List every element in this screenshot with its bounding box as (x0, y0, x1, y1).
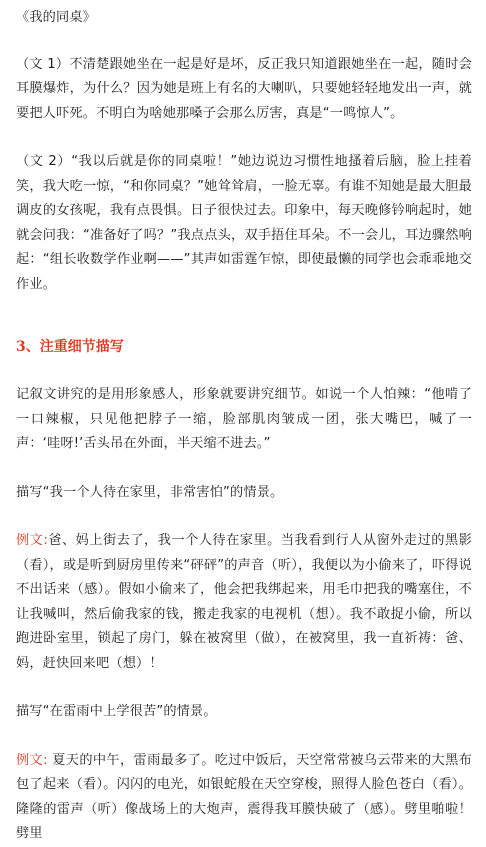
section-heading: 3、注重细节描写 (16, 339, 124, 355)
paragraph-text-1: （文 1）不清楚跟她坐在一起是好是坏，反正我只知道跟她坐在一起，随时会耳膜爆炸，为什么？因为她是班上有名的大喇叭，只要她轻轻地发出一声，就要把人吓死。不明白为啥她那嗓子会那么厉害，真是“一鸣惊人”。 (16, 56, 472, 121)
example-label: 例文: (16, 752, 48, 768)
spacer (16, 505, 472, 529)
spacer (16, 457, 472, 481)
example-text-1 (16, 529, 472, 676)
paragraph-text-2: （文 2）“我以后就是你的同桌啦！”她边说边习惯性地搔着后脑，脸上挂着笑，我大吃一惊，“和你同桌？”她耸耸肩，一脸无辜。有谁不知她是最大胆最调皮的女孩呢，我有点畏惧。日子很快过去。印象中，每天晚修钤响起时，她就会问我：“准备好了吗？”我点点头，双手捂住耳朵。不一会儿，耳边骤然响起：“组长收数学作业啊——”其声如雷霆乍惊，即使最懒的同学也会乖乖地交作业。 (16, 154, 472, 292)
example-label: 例文: (16, 533, 48, 548)
spacer (16, 725, 472, 749)
paragraph-detail-intro: 记叙文讲究的是用形象感人，形象就要讲究细节。如说一个人怕辣：“他啃了一口辣椒，只见他把脖子一缩，脸部肌肉皱成一团，张大嘴巴，喊了一声：‘哇呀!’舌头吊在外面，半天缩不进去。” (16, 387, 472, 451)
prompt-home-alone: 描写“我一个人待在家里，非常害怕”的情景。 (16, 484, 284, 500)
spacer (16, 359, 472, 383)
spacer (16, 31, 472, 53)
document-title: 《我的同桌》 (16, 10, 97, 25)
example-text-2 (16, 749, 472, 847)
spacer (16, 126, 472, 150)
example-body: 夏天的中午，雷雨最多了。吃过中饭后，天空常常被乌云带来的大黑布包了起来（看）。闪闪的电光，如银蛇般在天空穿梭，照得人脸色苍白（看）。隆隆的雷声（听）像战场上的大炮声，震得我耳膜快破了（感）。劈里啪啦！劈里 (16, 752, 472, 841)
example-body: 爸、妈上街去了，我一个人待在家里。当我看到行人从窗外走过的黑影（看），或是听到厨房里传来“砰砰”的声音（听），我便以为小偷来了，吓得说不出话来（感）。假如小偷来了，他会把我绑起来，用毛巾把我的嘴塞住，不让我喊叫，然后偷我家的钱，搬走我家的电视机（想）。我不敢捉小偷，所以跑进卧室里，锁起了房门，躲在被窝里（做），在被窝里，我一直祈祷：爸、妈，赶快回来吧（想）！ (16, 533, 472, 671)
spacer (16, 297, 472, 335)
prompt-rainstorm: 描写“在雷雨中上学很苦”的情景。 (16, 704, 217, 719)
spacer (16, 676, 472, 700)
